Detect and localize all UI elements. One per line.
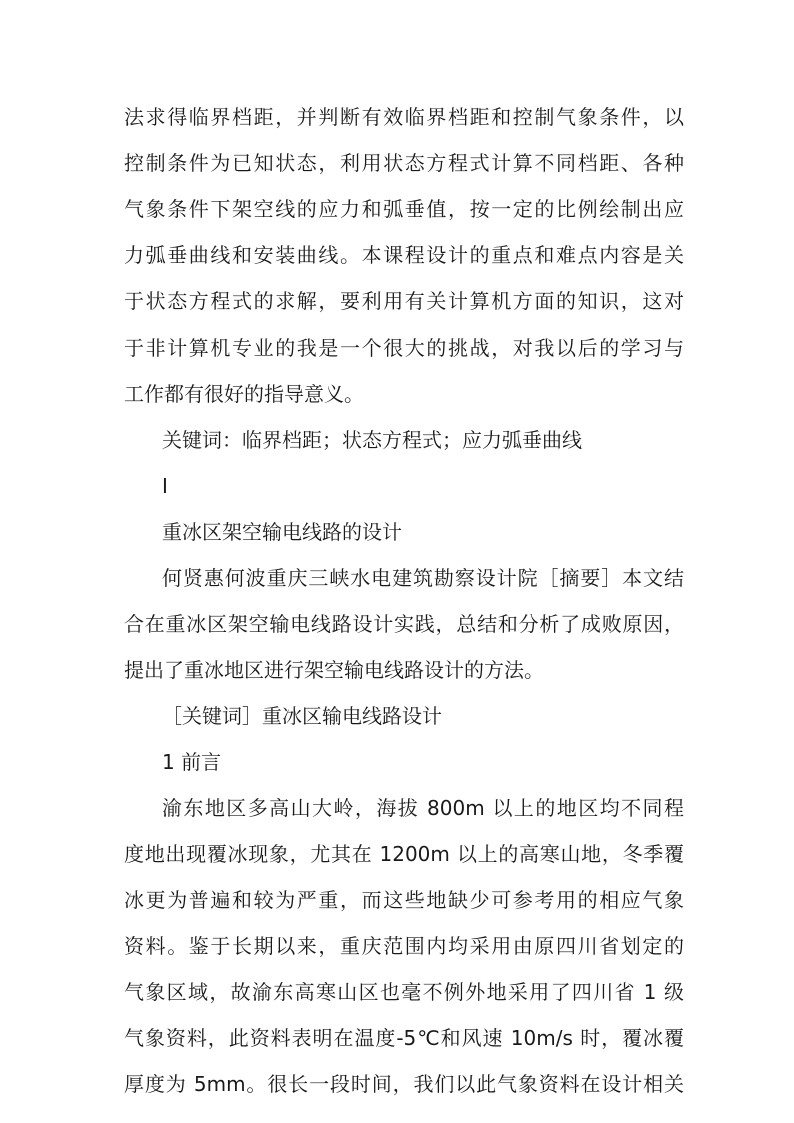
- body-text-line: 于状态方程式的求解，要利用有关计算机方面的知识，这对: [124, 289, 684, 313]
- body-text-line: 气象条件下架空线的应力和弧垂值，按一定的比例绘制出应: [124, 197, 684, 221]
- body-text-line: 法求得临界档距，并判断有效临界档距和控制气象条件，以: [124, 105, 684, 129]
- keywords-line: 关键词：临界档距；状态方程式；应力弧垂曲线: [162, 428, 582, 452]
- body-text-line: 于非计算机专业的我是一个很大的挑战，对我以后的学习与: [124, 336, 684, 360]
- page-number-roman: I: [162, 474, 168, 498]
- body-text-line: 厚度为 5mm。很长一段时间，我们以此气象资料在设计相关: [124, 1072, 684, 1096]
- body-text-line: 工作都有很好的指导意义。: [124, 382, 364, 406]
- article-keywords: ［关键词］重冰区输电线路设计: [162, 704, 442, 728]
- body-text-line: 力弧垂曲线和安装曲线。本课程设计的重点和难点内容是关: [124, 243, 684, 267]
- body-text-line: 冰更为普遍和较为严重，而这些地缺少可参考用的相应气象: [124, 888, 684, 912]
- abstract-line: 提出了重冰地区进行架空输电线路设计的方法。: [124, 658, 544, 682]
- article-title: 重冰区架空输电线路的设计: [162, 520, 402, 544]
- body-text-line: 度地出现覆冰现象，尤其在 1200m 以上的高寒山地，冬季覆: [124, 842, 684, 866]
- body-text-line: 资料。鉴于长期以来，重庆范围内均采用由原四川省划定的: [124, 934, 684, 958]
- section-heading: 1 前言: [162, 750, 222, 774]
- body-text-line: 气象区域，故渝东高寒山区也毫不例外地采用了四川省 1 级: [124, 980, 684, 1004]
- body-text-line: 渝东地区多高山大岭，海拔 800m 以上的地区均不同程: [162, 796, 684, 820]
- abstract-line: 合在重冰区架空输电线路设计实践，总结和分析了成败原因，: [124, 612, 684, 636]
- author-abstract-line: 何贤惠何波重庆三峡水电建筑勘察设计院［摘要］本文结: [162, 566, 684, 590]
- body-text-line: 气象资料，此资料表明在温度-5℃和风速 10m/s 时，覆冰覆: [124, 1026, 684, 1050]
- body-text-line: 控制条件为已知状态，利用状态方程式计算不同档距、各种: [124, 151, 684, 175]
